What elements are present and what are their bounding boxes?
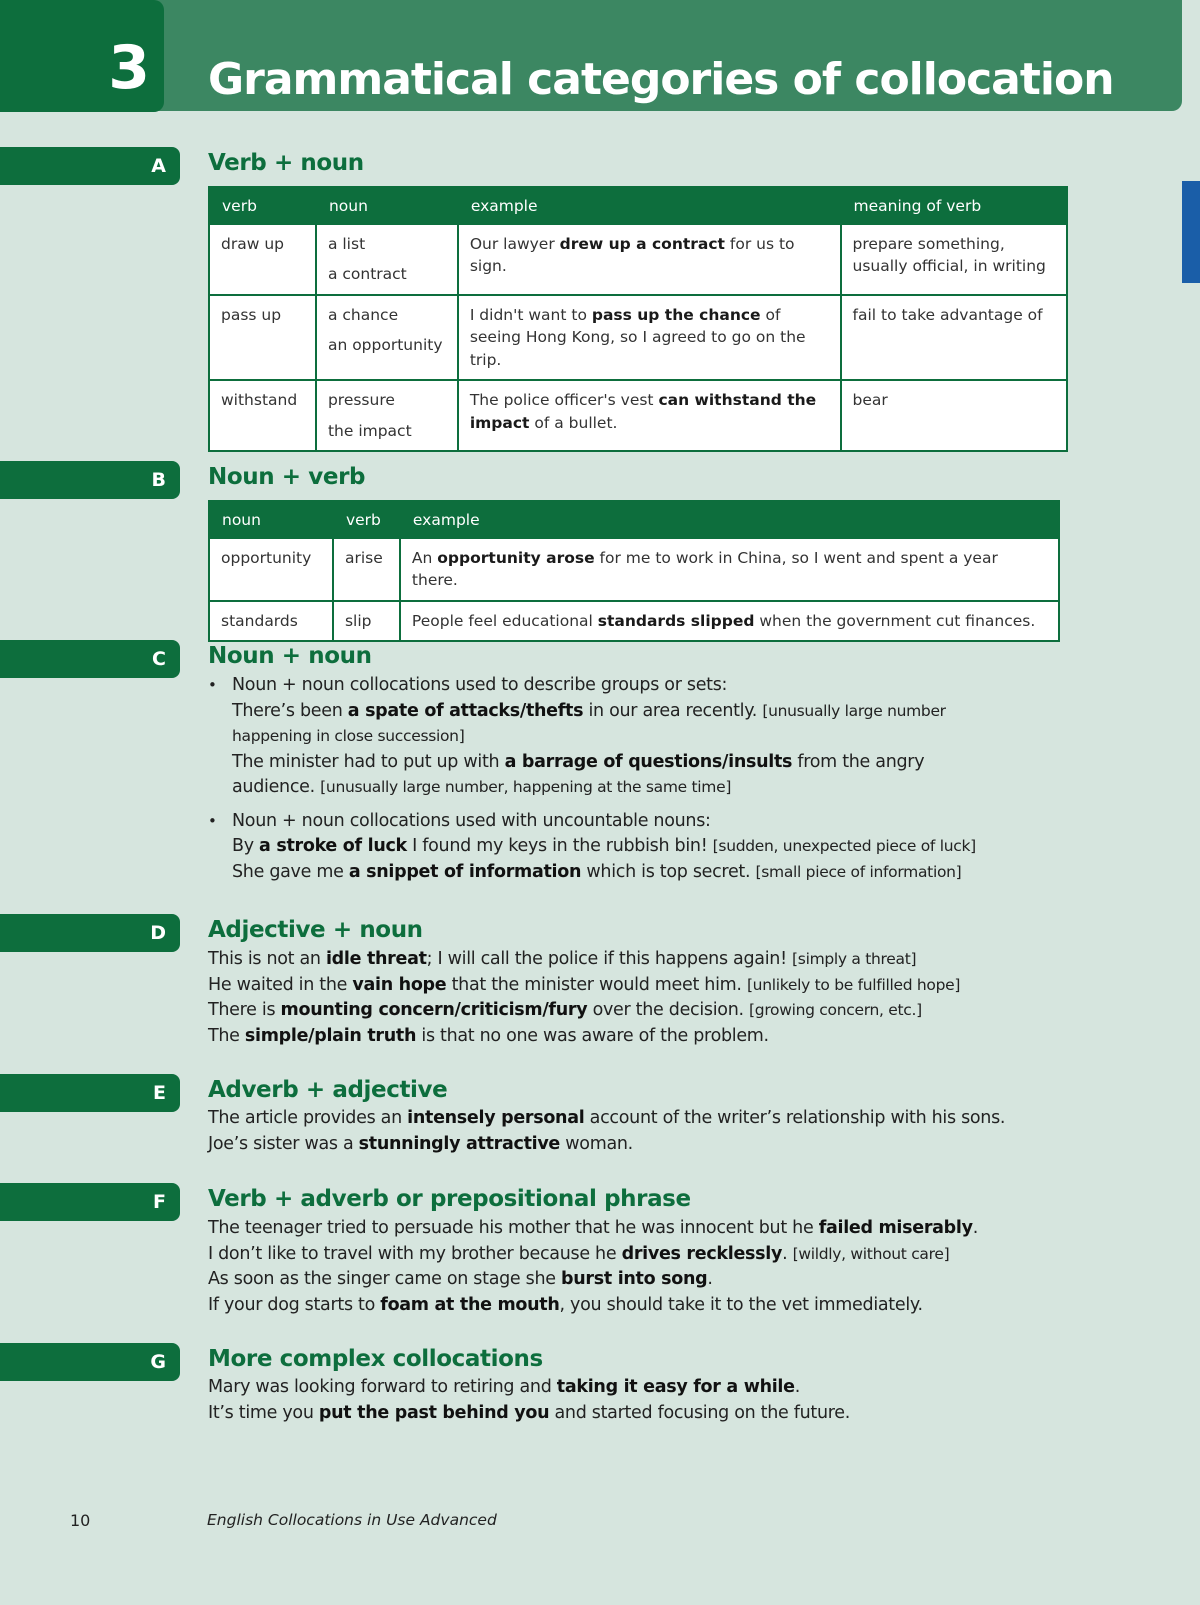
example-line: The minister had to put up with a barrage of questions/insults from the angry xyxy=(232,751,925,772)
meaning-cell: prepare something, usually official, in writing xyxy=(841,224,1067,295)
page-title: Grammatical categories of collocation xyxy=(208,54,1114,105)
section-f-body xyxy=(208,1216,978,1318)
column-header: example xyxy=(458,187,841,224)
example-cell: I didn't want to pass up the chance of seeing Hong Kong, so I agreed to go on the trip. xyxy=(458,295,841,380)
section-tab-e xyxy=(0,1074,180,1112)
verb-noun-table xyxy=(208,186,1068,452)
section-heading-c: Noun + noun xyxy=(208,643,372,669)
section-letter: F xyxy=(153,1191,166,1213)
column-header: verb xyxy=(209,187,316,224)
noun-cell xyxy=(316,295,458,380)
example-cell: The police officer's vest can withstand the impact of a bullet. xyxy=(458,380,841,451)
example-line: I don’t like to travel with my brother because he drives recklessly. [wildly, without care] xyxy=(208,1243,950,1264)
meaning-cell: bear xyxy=(841,380,1067,451)
section-letter: A xyxy=(151,155,166,177)
footer-book-title: English Collocations in Use Advanced xyxy=(207,1511,497,1529)
section-tab-d xyxy=(0,914,180,952)
noun-item: an opportunity xyxy=(327,336,443,355)
verb-cell: withstand xyxy=(209,380,316,451)
noun-item: the impact xyxy=(327,421,412,440)
table-header-row xyxy=(209,501,1059,538)
section-heading-g: More complex collocations xyxy=(208,1346,543,1372)
example-line: He waited in the vain hope that the minister would meet him. [unlikely to be fulfilled hope] xyxy=(208,974,961,995)
table-row xyxy=(209,601,1059,641)
example-line: audience. [unusually large number, happening at the same time] xyxy=(232,777,732,797)
column-header: noun xyxy=(316,187,458,224)
section-heading-f: Verb + adverb or prepositional phrase xyxy=(208,1186,691,1212)
section-letter: D xyxy=(150,922,166,944)
section-e-body xyxy=(208,1106,1005,1157)
section-letter: E xyxy=(153,1082,166,1104)
example-line: The teenager tried to persuade his mother that he was innocent but he failed miserably. xyxy=(208,1218,978,1238)
list-item: • Noun + noun collocations used with uncountable nouns: xyxy=(208,810,711,831)
section-d-body xyxy=(208,947,960,1049)
meaning-cell: fail to take advantage of xyxy=(841,295,1067,380)
verb-cell: slip xyxy=(333,601,400,641)
example-line: The article provides an intensely personal account of the writer’s relationship with his sons. xyxy=(208,1108,1006,1128)
example-cell: An opportunity arose for me to work in China, so I went and spent a year there. xyxy=(400,538,1059,601)
table-row xyxy=(209,295,1067,380)
example-line: The simple/plain truth is that no one was aware of the problem. xyxy=(208,1025,769,1046)
example-line: As soon as the singer came on stage she burst into song. xyxy=(208,1269,713,1289)
example-line: She gave me a snippet of information which is top secret. [small piece of information] xyxy=(232,861,962,882)
example-line: If your dog starts to foam at the mouth, you should take it to the vet immediately. xyxy=(208,1294,923,1315)
list-item: • Noun + noun collocations used to describe groups or sets: xyxy=(208,675,728,695)
example-line: Joe’s sister was a stunningly attractive woman. xyxy=(208,1133,633,1154)
noun-cell xyxy=(316,224,458,295)
table-row xyxy=(209,224,1067,295)
example-cell: Our lawyer drew up a contract for us to sign. xyxy=(458,224,841,295)
noun-item: a chance xyxy=(327,305,399,324)
unit-number-box xyxy=(0,0,164,112)
verb-cell: pass up xyxy=(209,295,316,380)
section-heading-e: Adverb + adjective xyxy=(208,1077,448,1103)
section-letter: C xyxy=(152,648,166,670)
section-tab-g xyxy=(0,1343,180,1381)
column-header: meaning of verb xyxy=(841,187,1067,224)
noun-cell: standards xyxy=(209,601,333,641)
noun-item: a contract xyxy=(327,265,407,284)
section-letter: B xyxy=(151,469,166,491)
table-header-row xyxy=(209,187,1067,224)
page-number: 10 xyxy=(70,1511,91,1530)
noun-cell xyxy=(316,380,458,451)
example-line: It’s time you put the past behind you and started focusing on the future. xyxy=(208,1402,851,1423)
section-heading-a: Verb + noun xyxy=(208,150,364,176)
table-row xyxy=(209,380,1067,451)
noun-item: pressure xyxy=(327,391,395,410)
section-heading-b: Noun + verb xyxy=(208,464,366,490)
example-cell: People feel educational standards slipped when the government cut finances. xyxy=(400,601,1059,641)
unit-number: 3 xyxy=(108,33,150,103)
verb-cell: draw up xyxy=(209,224,316,295)
section-tab-c xyxy=(0,640,180,678)
table-row xyxy=(209,538,1059,601)
section-tab-b xyxy=(0,461,180,499)
section-tab-a xyxy=(0,147,180,185)
section-letter: G xyxy=(150,1351,166,1373)
section-c-body xyxy=(208,673,988,885)
example-line: This is not an idle threat; I will call the police if this happens again! [simply a threat] xyxy=(208,949,917,969)
section-heading-d: Adjective + noun xyxy=(208,917,423,943)
section-tab-f xyxy=(0,1183,180,1221)
noun-cell: opportunity xyxy=(209,538,333,601)
example-line: By a stroke of luck I found my keys in the rubbish bin! [sudden, unexpected piece of luck] xyxy=(232,836,976,856)
side-thumb-tab xyxy=(1182,181,1200,283)
example-line: happening in close succession] xyxy=(232,727,465,745)
example-line: Mary was looking forward to retiring and taking it easy for a while. xyxy=(208,1377,800,1397)
verb-cell: arise xyxy=(333,538,400,601)
noun-verb-table xyxy=(208,500,1060,642)
column-header: verb xyxy=(333,501,400,538)
column-header: example xyxy=(400,501,1059,538)
example-line: There’s been a spate of attacks/thefts in our area recently. [unusually large number xyxy=(232,700,946,721)
column-header: noun xyxy=(209,501,333,538)
section-g-body xyxy=(208,1375,850,1426)
noun-item: a list xyxy=(327,235,366,253)
example-line: There is mounting concern/criticism/fury over the decision. [growing concern, etc.] xyxy=(208,1000,922,1020)
